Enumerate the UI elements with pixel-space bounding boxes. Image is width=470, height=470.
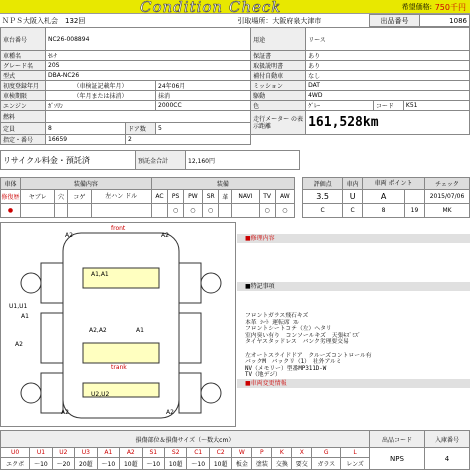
inspection-note: （年月または抹消） — [46, 91, 156, 101]
legend-desc-14: ガラス — [312, 458, 341, 470]
legend-code-10: W — [232, 448, 252, 458]
colorcode-label: コード — [373, 101, 403, 111]
check-date: 2015/07/06 — [425, 190, 470, 204]
damage-label-2: A2 — [161, 232, 169, 239]
shape-label: 指定・番号 — [1, 135, 46, 145]
color-value: ｸﾞﾚｰ — [306, 101, 374, 111]
legend-code-14: G — [312, 448, 341, 458]
shape-value: 16659 — [46, 135, 126, 145]
legend-code-11: P — [252, 448, 272, 458]
legend-desc-7: 10超 — [165, 458, 187, 470]
damage-label-7: A1 — [136, 327, 144, 334]
damage-label-6: A2,A2 — [89, 327, 107, 334]
repair-header-text: ■修理内容 — [245, 235, 275, 242]
usage-label: 用途 — [251, 28, 306, 51]
mark-1 — [21, 204, 55, 218]
repair-header — [237, 234, 470, 243]
remarks-text: フロントガラス飛石キズ 本革 ｼｰﾄ 運転席 ｽﾚ フロントシートコテ（左）ヘタリ 室内臭い有り コンソールキズ 天張ｷｽﾞﾐｽﾞ タイヤスタッドレス バンク劣理要交易 左オートスライドドア クルーズコントロール有 バックM バックリ（1） 社外アルミ NV（メモリー）型番MP311D-W TV（地デジ） — [245, 313, 372, 379]
mark-0: ● — [1, 204, 21, 218]
damage-legend — [0, 430, 470, 470]
mark-11: ○ — [259, 204, 275, 218]
interior-header: 車内 — [343, 178, 363, 190]
damage-label-1: A2 — [65, 232, 73, 239]
warranty-value: あり — [306, 51, 470, 61]
mark-6: ○ — [168, 204, 183, 218]
warranty-label: 保証書 — [251, 51, 306, 61]
auction-name: ＮＰＳ大阪入札会 132回 — [2, 16, 86, 25]
legend-code-13: X — [292, 448, 312, 458]
col-4: 左ハン ドル — [91, 190, 151, 204]
legend-desc-8: ～10 — [187, 458, 209, 470]
count-label: 入庫番号 — [425, 431, 470, 448]
code-label: 出品コード — [370, 431, 425, 448]
vehicle-change-header — [237, 379, 470, 388]
mission-label: ミッション — [251, 81, 306, 91]
exhibit-no: 1086 — [420, 15, 470, 27]
damage-label-3: A1,A1 — [91, 271, 109, 278]
fuel-label: 燃料 — [1, 111, 46, 123]
legend-desc-13: 要交 — [292, 458, 312, 470]
legend-desc-12: 交換 — [272, 458, 292, 470]
legend-desc-5: 10超 — [120, 458, 142, 470]
place-label: 引取場所： — [237, 16, 273, 25]
legend-code-4: A1 — [97, 448, 119, 458]
col-12: AW — [275, 190, 295, 204]
front-label: front — [111, 225, 126, 232]
body-header: 車体 — [1, 178, 21, 190]
car-outline — [1, 223, 237, 428]
damage-label-8: A2 — [15, 341, 23, 348]
damage-label-11: A2 — [166, 409, 174, 416]
exhibit-label: 出品番号 — [370, 15, 420, 27]
mark-12: ○ — [275, 204, 295, 218]
engine-label: エンジン — [1, 101, 46, 111]
count-value: 4 — [425, 448, 470, 470]
legend-code-5: A2 — [120, 448, 142, 458]
legend-desc-0: エクボ — [1, 458, 30, 470]
grade-label: グレード名 — [1, 61, 46, 71]
capacity-label: 定員 — [1, 123, 46, 135]
score-header: 評価点 — [303, 178, 343, 190]
col-3: コゲ — [67, 190, 91, 204]
equip-header: 装備 — [151, 178, 295, 190]
doors-label: ドア数 — [126, 123, 156, 135]
subheader-table — [0, 14, 470, 27]
code-value: NPS — [370, 448, 425, 470]
interior2-value: C — [343, 204, 363, 218]
legend-desc-2: ～20 — [52, 458, 74, 470]
firstreg-note: （車検証記載年月） — [46, 81, 156, 91]
vehicle-change-header-text: ■車両変更情報 — [245, 380, 287, 387]
col-5: AC — [151, 190, 168, 204]
remarks-header — [237, 282, 470, 291]
legend-desc-10: 板金 — [232, 458, 252, 470]
mark-3 — [67, 204, 91, 218]
manual-value: あり — [306, 61, 470, 71]
page-title: Condition Check — [140, 0, 282, 16]
col-0: 修復歴 — [1, 190, 21, 204]
firstreg-value: 24年06月 — [156, 81, 251, 91]
chassis-label: 車台番号 — [1, 28, 46, 51]
legend-desc-15: レンズ — [341, 458, 370, 470]
mission-value: DAT — [306, 81, 470, 91]
exterior-value: A — [363, 190, 405, 204]
inspection-label: 車検期限 — [1, 91, 46, 101]
legend-code-2: U2 — [52, 448, 74, 458]
col-2: 穴 — [55, 190, 68, 204]
mark-4 — [91, 204, 151, 218]
price-value: 750千円 — [434, 3, 466, 12]
trunk-label: trank — [111, 364, 127, 371]
legend-code-0: U0 — [1, 448, 30, 458]
model-value: DBA-NC26 — [46, 71, 251, 81]
score-value: 3.5 — [303, 190, 343, 204]
header-bar — [0, 0, 470, 14]
place-value: 大阪府泉大津市 — [272, 16, 322, 25]
legend-code-12: K — [272, 448, 292, 458]
recycle-table — [0, 150, 300, 170]
col-1: ヤブレ — [21, 190, 55, 204]
displacement-value: 2000CC — [156, 101, 251, 111]
mark-10 — [232, 204, 260, 218]
col-7: PW — [183, 190, 202, 204]
col-11: TV — [259, 190, 275, 204]
mark-9 — [219, 204, 232, 218]
legend-code-15: L — [341, 448, 370, 458]
interior-value: U — [343, 190, 363, 204]
recycle-fee: 12,160円 — [186, 151, 300, 170]
firstreg-label: 初度登録年月 — [1, 81, 46, 91]
recycle-fee-label: 預託金合計 — [136, 151, 186, 170]
legend-desc-11: 塗装 — [252, 458, 272, 470]
damage-label-10: A2 — [61, 409, 69, 416]
usage-value: リース — [306, 28, 470, 51]
legend-desc-1: ～10 — [30, 458, 52, 470]
damage-label-5: A1 — [21, 313, 29, 320]
model-label: 型式 — [1, 71, 46, 81]
mark-8: ○ — [203, 204, 219, 218]
color-label: 色 — [251, 101, 306, 111]
fuel-value — [46, 111, 251, 123]
legend-code-6: S1 — [142, 448, 164, 458]
chassis-value: NC26-008894 — [46, 28, 251, 51]
legend-code-8: C1 — [187, 448, 209, 458]
manual-label: 取扱説明書 — [251, 61, 306, 71]
damage-label-9: U2,U2 — [91, 391, 110, 398]
legend-desc-6: ～10 — [142, 458, 164, 470]
equipment-table — [0, 177, 470, 218]
col-9: 革 — [219, 190, 232, 204]
carname-label: 車種名 — [1, 51, 46, 61]
vehicle-info-table — [0, 27, 470, 145]
legend-code-1: U1 — [30, 448, 52, 458]
mark-2 — [55, 204, 68, 218]
recycle-label: リサイクル料金・預託済 — [1, 151, 136, 170]
legend-code-7: S2 — [165, 448, 187, 458]
contents-header: 装備内容 — [21, 178, 152, 190]
remarks-header-text: ■特記事項 — [245, 283, 275, 290]
capacity-value: 8 — [46, 123, 126, 135]
col-8: SR — [203, 190, 219, 204]
legend-code-9: C2 — [209, 448, 231, 458]
legend-desc-9: 10超 — [209, 458, 231, 470]
legend-desc-4: ～10 — [97, 458, 119, 470]
mileage-value: 161,528km — [306, 111, 470, 135]
check-header: チェック — [425, 178, 470, 190]
engine-value: ｶﾞｿﾘﾝ — [46, 101, 156, 111]
mileage-label: 走行メーター の表示距離 — [251, 111, 306, 135]
colorcode-value: K51 — [403, 101, 469, 111]
doors-value: 5 — [156, 123, 251, 135]
damage-label-4: U1,U1 — [9, 303, 28, 310]
seats2-value: 2 — [126, 135, 251, 145]
col-6: PS — [168, 190, 183, 204]
drive-value: 4WD — [306, 91, 470, 101]
spare-label: 補付自動車 — [251, 71, 306, 81]
carname-value: ｾﾚﾅ — [46, 51, 251, 61]
inspection-value: 抹消 — [156, 91, 251, 101]
mark-5 — [151, 204, 168, 218]
ext2-value: 8 — [363, 204, 405, 218]
pickup-place — [190, 15, 370, 27]
price-label: 希望価格: — [401, 3, 432, 11]
spare-value: なし — [306, 71, 470, 81]
drive-label: 駆動 — [251, 91, 306, 101]
score2-value: C — [303, 204, 343, 218]
grade-value: 20S — [46, 61, 251, 71]
legend-desc-3: 20超 — [75, 458, 97, 470]
legend-title: 損傷部位＆損傷サイズ（～数大cm） — [1, 431, 370, 448]
mark-7: ○ — [183, 204, 202, 218]
col-10: NAVI — [232, 190, 260, 204]
point-header: 車両 ポイント — [363, 178, 425, 190]
car-diagram — [0, 222, 236, 427]
legend-code-3: U3 — [75, 448, 97, 458]
n19-value: 19 — [405, 204, 425, 218]
check-name: MK — [425, 204, 470, 218]
